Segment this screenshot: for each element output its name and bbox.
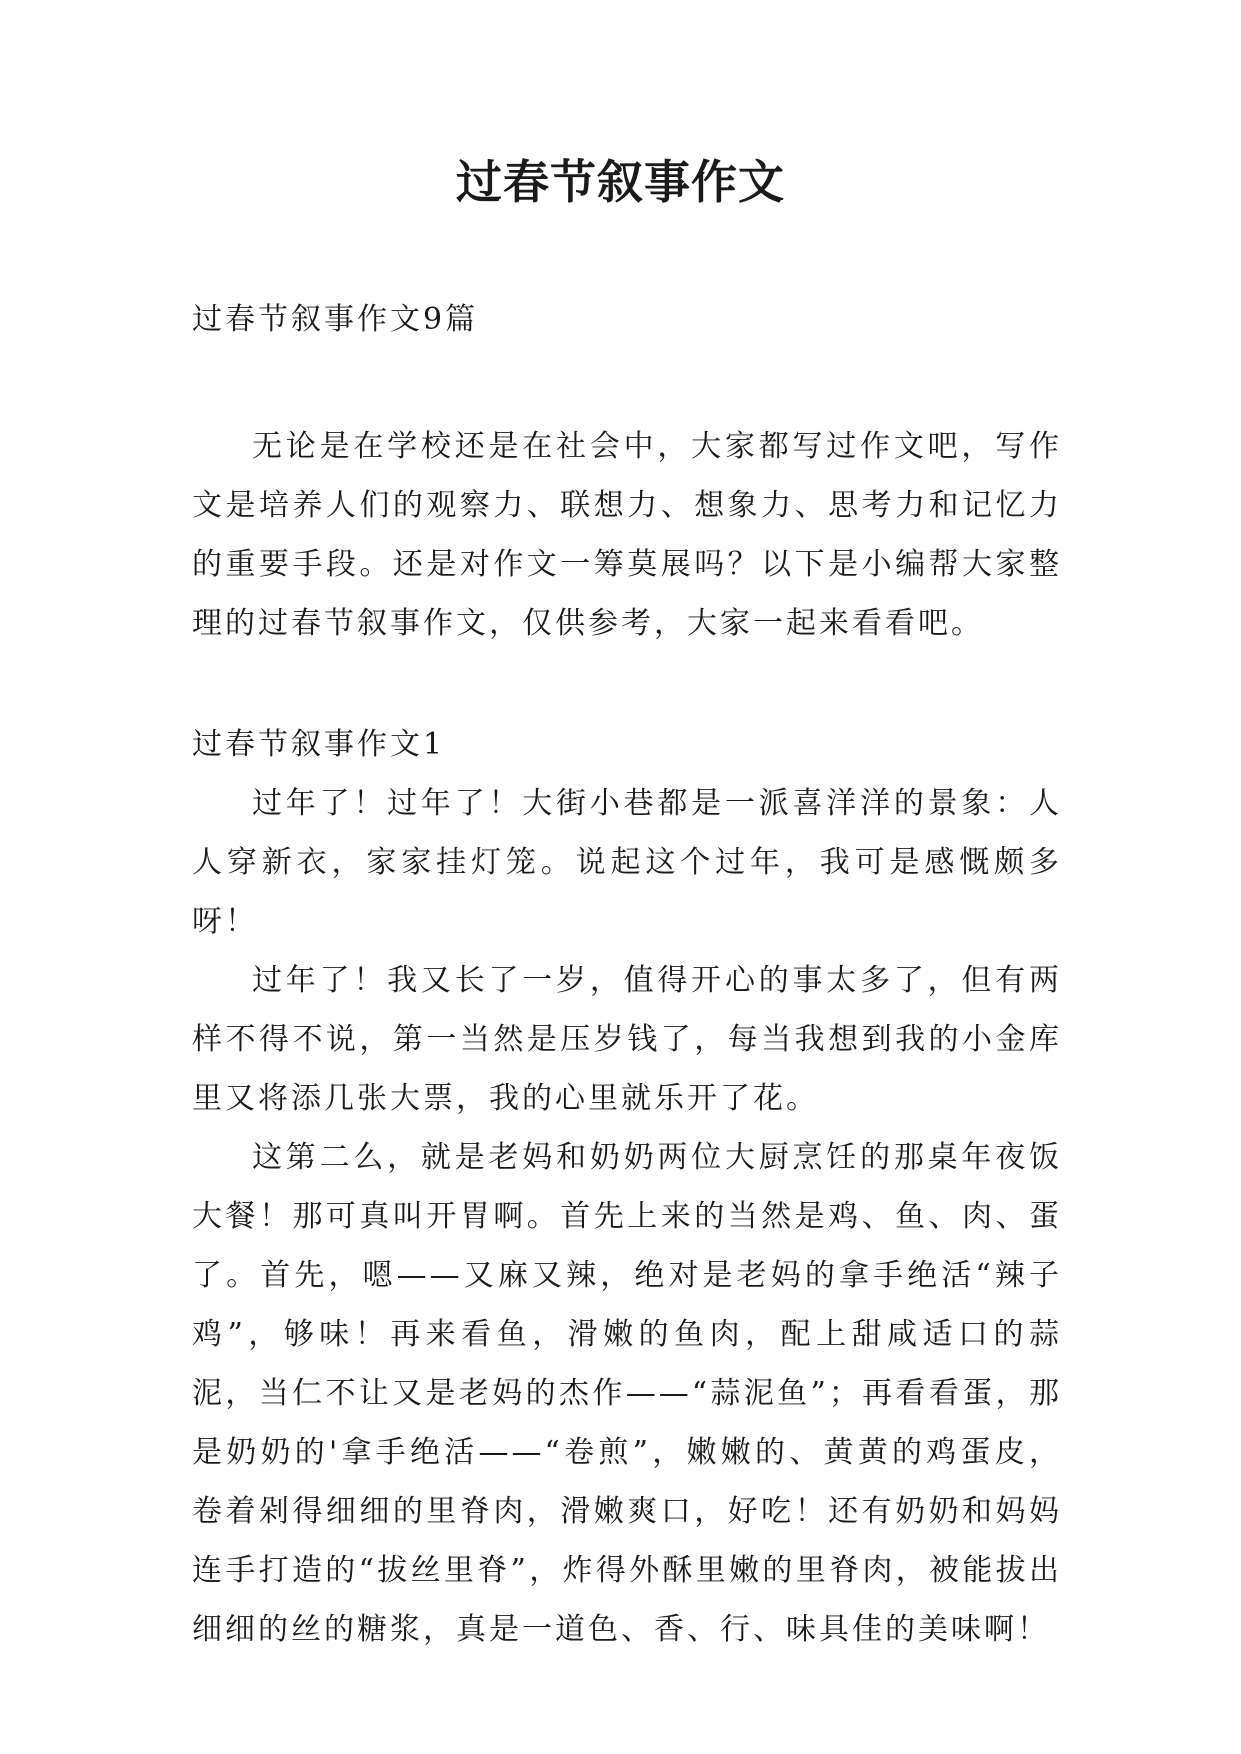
body-paragraph: 过年了！我又长了一岁，值得开心的事太多了，但有两样不得不说，第一当然是压岁钱了，每当我想到我的小金库里又将添几张大票，我的心里就乐开了花。 xyxy=(192,963,1062,1116)
body-paragraph: 过年了！过年了！大街小巷都是一派喜洋洋的景象：人人穿新衣，家家挂灯笼。说起这个过年，我可是感慨颇多呀！ xyxy=(192,786,1062,939)
document-title: 过春节叙事作文 xyxy=(456,155,785,209)
document-body xyxy=(192,290,1062,1659)
document-subtitle: 过春节叙事作文9篇 xyxy=(192,302,479,337)
body-paragraph: 这第二么，就是老妈和奶奶两位大厨烹饪的那桌年夜饭大餐！那可真叫开胃啊。首先上来的当然是鸡、鱼、肉、蛋了。首先，嗯——又麻又辣，绝对是老妈的拿手绝活“辣子鸡”，够味！再来看鱼，滑嫩的鱼肉，配上甜咸适口的蒜泥，当仁不让又是老妈的杰作——“蒜泥鱼”；再看看蛋，那是奶奶的'拿手绝活——“卷煎”，嫩嫩的、黄黄的鸡蛋皮，卷着剁得细细的里脊肉，滑嫩爽口，好吃！还有奶奶和妈妈连手打造的“拔丝里脊”，炸得外酥里嫩的里脊肉，被能拔出细细的丝的糖浆，真是一道色、香、行、味具佳的美味啊！ xyxy=(192,1140,1062,1647)
section-heading: 过春节叙事作文1 xyxy=(192,727,446,762)
intro-paragraph: 无论是在学校还是在社会中，大家都写过作文吧，写作文是培养人们的观察力、联想力、想象力、思考力和记忆力的重要手段。还是对作文一筹莫展吗？以下是小编帮大家整理的过春节叙事作文，仅供参考，大家一起来看看吧。 xyxy=(192,429,1062,641)
